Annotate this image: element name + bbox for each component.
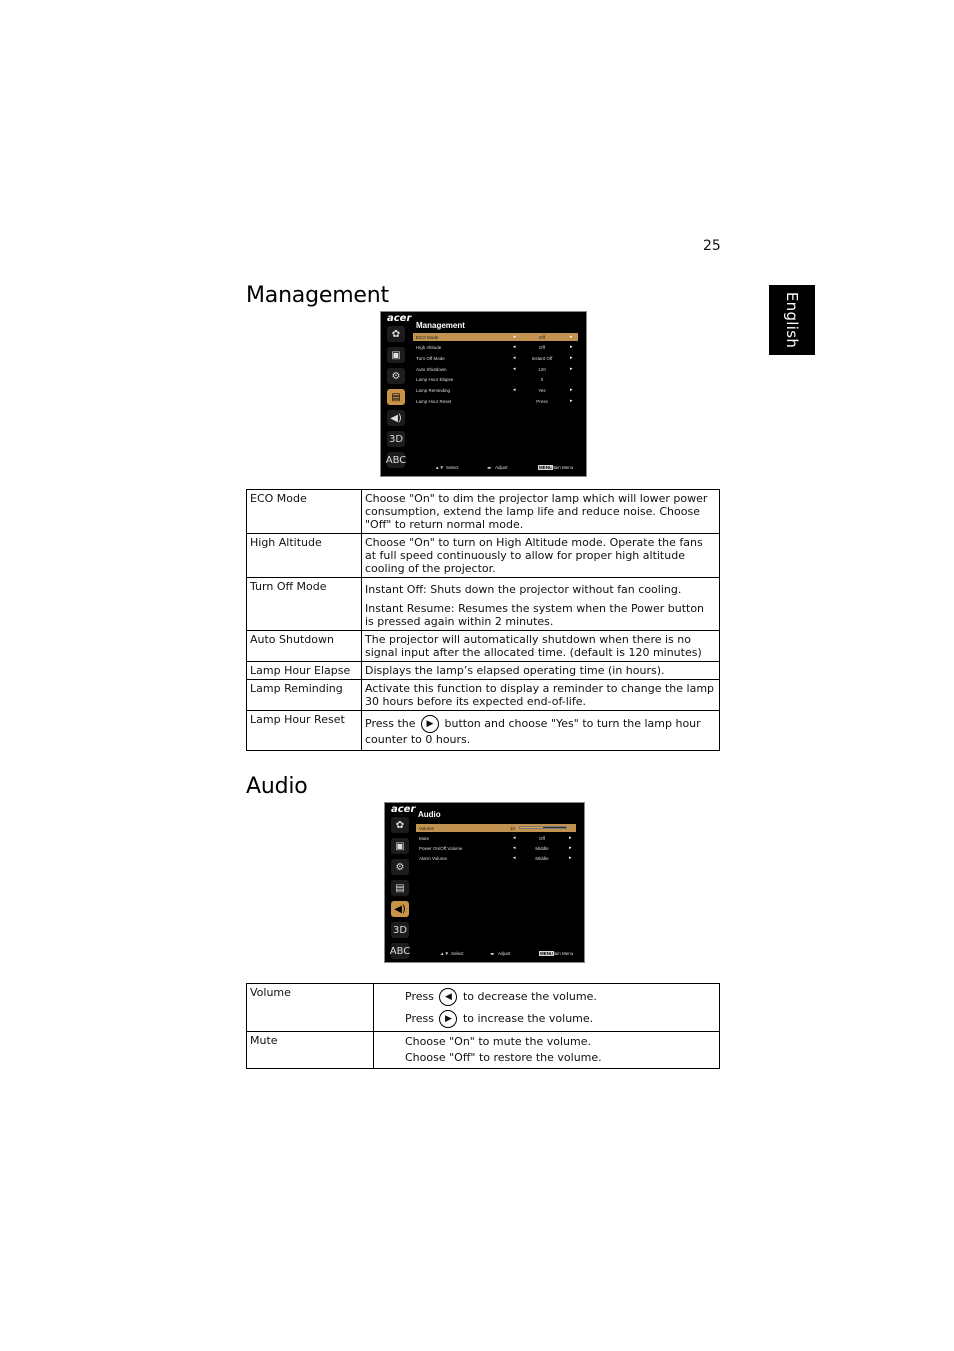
right-arrow-icon: ▸ bbox=[569, 835, 572, 841]
table-row bbox=[247, 490, 720, 534]
osd-row-eco-mode bbox=[413, 333, 578, 341]
table-row bbox=[247, 680, 720, 711]
table-desc-line: Instant Off: Shuts down the projector without fan cooling. bbox=[365, 583, 682, 596]
color-icon: ✿ bbox=[387, 326, 405, 342]
audio-heading: Audio bbox=[246, 774, 308, 799]
osd-row-label: Auto Shutdown bbox=[416, 366, 447, 372]
osd-footer bbox=[381, 465, 586, 473]
acer-logo: acer bbox=[387, 313, 412, 324]
right-arrow-icon: ▸ bbox=[570, 344, 573, 350]
table-key: ECO Mode bbox=[247, 490, 362, 534]
osd-row-label: Turn Off Mode bbox=[416, 355, 445, 361]
table-key: High Altitude bbox=[247, 534, 362, 578]
left-arrow-icon: ◂ bbox=[513, 835, 516, 841]
up-down-arrows-icon: ▲▼ bbox=[435, 465, 444, 470]
settings-icon: ⚙ bbox=[391, 859, 409, 875]
audio-osd-screenshot bbox=[384, 802, 585, 963]
osd-row-value: Instant Off bbox=[531, 355, 553, 361]
table-desc-line: Choose "Off" to restore the volume. bbox=[405, 1051, 602, 1064]
osd-row-auto-shutdown bbox=[413, 365, 578, 373]
osd-row-value: 10 bbox=[510, 825, 516, 831]
management-heading: Management bbox=[246, 283, 389, 308]
table-desc-line: Instant Resume: Resumes the system when the Power button is pressed again within 2 minutes. bbox=[365, 602, 705, 628]
table-desc-text: to decrease the volume. bbox=[462, 990, 597, 1003]
osd-row-mute bbox=[416, 834, 576, 842]
table-desc-text: Press bbox=[405, 1012, 434, 1025]
management-icon: ▤ bbox=[387, 389, 405, 405]
table-row bbox=[247, 578, 720, 631]
right-arrow-icon: ▸ bbox=[570, 334, 573, 340]
left-arrow-icon: ◂ bbox=[513, 355, 516, 361]
left-arrow-icon: ◂ bbox=[513, 855, 516, 861]
osd-row-lamp-reminding bbox=[413, 386, 578, 394]
osd-footer-main-menu: Main Menu bbox=[551, 465, 574, 470]
osd-row-value: 120 bbox=[538, 366, 546, 372]
table-desc-text: button and choose "Yes" to turn the lamp hour counter to 0 hours. bbox=[365, 717, 701, 746]
table-desc: Activate this function to display a reminder to change the lamp 30 hours before its expected end-of-life. bbox=[362, 680, 720, 711]
right-arrow-icon: ▸ bbox=[570, 387, 573, 393]
acer-logo: acer bbox=[391, 804, 416, 815]
table-key: Auto Shutdown bbox=[247, 631, 362, 662]
osd-footer-select: Select bbox=[451, 951, 464, 956]
language-tab bbox=[769, 285, 815, 355]
3d-icon: 3D bbox=[387, 431, 405, 447]
right-arrow-button-icon: ▶ bbox=[421, 715, 439, 733]
left-arrow-icon: ◂ bbox=[513, 334, 516, 340]
left-arrow-button-icon: ◀ bbox=[439, 988, 457, 1006]
table-desc: Choose "On" to dim the projector lamp which will lower power consumption, extend the lamp life and reduce noise. Choose "Off" to return normal mode. bbox=[362, 490, 720, 534]
table-row bbox=[247, 711, 720, 751]
table-row bbox=[247, 534, 720, 578]
left-arrow-icon: ◂ bbox=[513, 344, 516, 350]
menu-key-icon: MENU bbox=[539, 465, 553, 470]
table-key: Lamp Hour Elapse bbox=[247, 662, 362, 680]
table-desc-cell bbox=[374, 1032, 720, 1069]
osd-footer-adjust: Adjust bbox=[495, 465, 508, 470]
table-desc: The projector will automatically shutdown when there is no signal input after the allocated time. (default is 120 minutes) bbox=[362, 631, 720, 662]
table-desc: Choose "On" to turn on High Altitude mode. Operate the fans at full speed continuously to allow for proper high altitude cooling of the projector. bbox=[362, 534, 720, 578]
table-key: Turn Off Mode bbox=[247, 578, 362, 631]
osd-row-volume bbox=[416, 824, 576, 832]
osd-menu-title: Management bbox=[416, 321, 465, 330]
right-arrow-button-icon: ▶ bbox=[439, 1010, 457, 1028]
management-icon: ▤ bbox=[391, 880, 409, 896]
3d-icon: 3D bbox=[391, 922, 409, 938]
table-desc-cell bbox=[374, 984, 720, 1032]
page-number: 25 bbox=[703, 238, 721, 254]
osd-row-label: Lamp Hour Reset bbox=[416, 398, 452, 404]
table-desc: Displays the lamp’s elapsed operating time (in hours). bbox=[362, 662, 720, 680]
right-arrow-icon: ▸ bbox=[570, 398, 573, 404]
osd-menu-title: Audio bbox=[418, 810, 441, 819]
osd-row-label: Lamp Reminding bbox=[416, 387, 451, 393]
audio-icon: ◀) bbox=[391, 901, 409, 917]
left-arrow-icon: ◂ bbox=[513, 387, 516, 393]
osd-row-turn-off-mode bbox=[413, 354, 578, 362]
osd-row-lamp-hour-reset bbox=[413, 397, 578, 405]
image-icon: ▣ bbox=[391, 838, 409, 854]
volume-slider-fill bbox=[520, 827, 543, 828]
osd-row-label: ECO Mode bbox=[416, 334, 439, 340]
osd-icon-bar bbox=[391, 817, 411, 959]
osd-row-lamp-hour-elapse bbox=[413, 375, 578, 383]
language-icon: ABC bbox=[387, 452, 405, 468]
language-icon: ABC bbox=[391, 943, 409, 959]
osd-row-label: Volume bbox=[419, 825, 435, 831]
menu-key-icon: MENU bbox=[540, 951, 554, 956]
osd-row-label: High Altitude bbox=[416, 344, 442, 350]
right-arrow-icon: ▸ bbox=[569, 845, 572, 851]
osd-row-label: Mute bbox=[419, 835, 430, 841]
osd-row-value: Yes bbox=[538, 387, 546, 393]
osd-row-value: Middle bbox=[535, 845, 549, 851]
osd-row-label: Alarm Volume bbox=[419, 855, 448, 861]
osd-row-power-volume bbox=[416, 844, 576, 852]
osd-row-high-altitude bbox=[413, 343, 578, 351]
table-desc-cell bbox=[362, 578, 720, 631]
osd-row-alarm-volume bbox=[416, 854, 576, 862]
right-arrow-icon: ▸ bbox=[569, 855, 572, 861]
table-row bbox=[247, 631, 720, 662]
table-desc-cell bbox=[362, 711, 720, 751]
management-osd-screenshot bbox=[380, 311, 587, 477]
audio-table bbox=[246, 983, 720, 1069]
language-tab-label: English bbox=[783, 291, 801, 349]
table-key: Lamp Hour Reset bbox=[247, 711, 362, 751]
left-right-arrows-icon: ◂▸ bbox=[487, 465, 492, 470]
osd-row-value: Middle bbox=[535, 855, 549, 861]
osd-footer-main-menu: Main Menu bbox=[551, 951, 574, 956]
table-key: Volume bbox=[247, 984, 374, 1032]
osd-footer-adjust: Adjust bbox=[498, 951, 511, 956]
osd-row-value: Press bbox=[536, 398, 548, 404]
image-icon: ▣ bbox=[387, 347, 405, 363]
osd-row-value: Off bbox=[539, 344, 545, 350]
table-desc-text: to increase the volume. bbox=[462, 1012, 594, 1025]
right-arrow-icon: ▸ bbox=[570, 355, 573, 361]
table-row bbox=[247, 984, 720, 1032]
osd-footer bbox=[385, 951, 584, 959]
table-desc-text: Press the bbox=[365, 717, 416, 730]
volume-slider bbox=[519, 826, 567, 829]
left-arrow-icon: ◂ bbox=[513, 845, 516, 851]
settings-icon: ⚙ bbox=[387, 368, 405, 384]
osd-row-value: Off bbox=[539, 334, 545, 340]
table-key: Mute bbox=[247, 1032, 374, 1069]
osd-footer-select: Select bbox=[446, 465, 459, 470]
osd-row-value: Off bbox=[539, 835, 545, 841]
audio-icon: ◀) bbox=[387, 410, 405, 426]
osd-row-label: Power On/Off Volume bbox=[419, 845, 463, 851]
table-row bbox=[247, 662, 720, 680]
left-arrow-icon: ◂ bbox=[513, 366, 516, 372]
table-row bbox=[247, 1032, 720, 1069]
left-right-arrows-icon: ◂▸ bbox=[490, 951, 495, 956]
osd-row-label: Lamp Hour Elapse bbox=[416, 376, 454, 382]
management-table bbox=[246, 489, 720, 751]
osd-row-value: 0 bbox=[540, 376, 544, 382]
osd-icon-bar bbox=[387, 326, 407, 468]
color-icon: ✿ bbox=[391, 817, 409, 833]
table-desc-line: Choose "On" to mute the volume. bbox=[405, 1035, 591, 1048]
table-key: Lamp Reminding bbox=[247, 680, 362, 711]
up-down-arrows-icon: ▲▼ bbox=[440, 951, 449, 956]
table-desc-text: Press bbox=[405, 990, 434, 1003]
right-arrow-icon: ▸ bbox=[570, 366, 573, 372]
